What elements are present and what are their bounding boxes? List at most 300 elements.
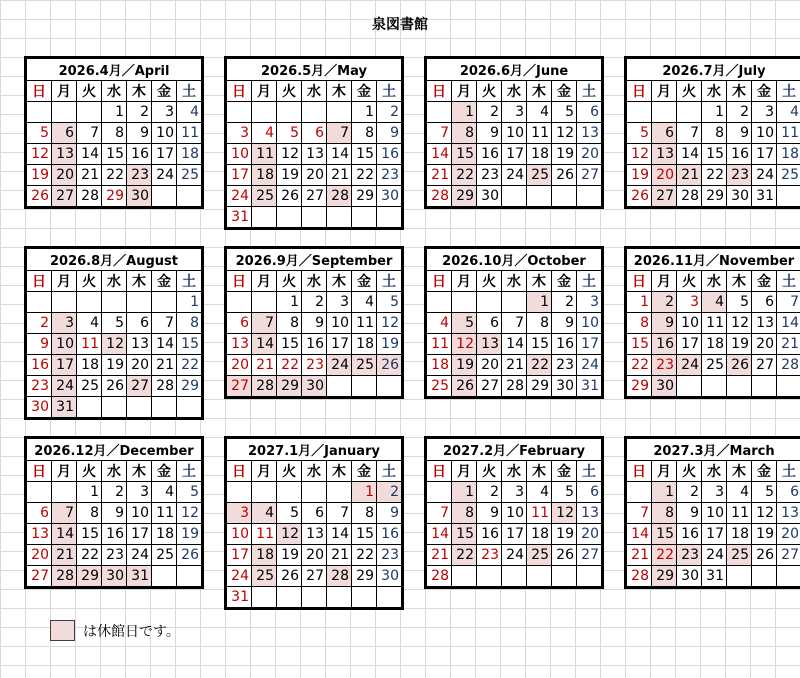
- day-cell: 13: [752, 313, 777, 334]
- day-cell: 31: [752, 186, 777, 207]
- day-cell: 31: [227, 587, 252, 608]
- day-cell: 6: [652, 123, 677, 144]
- day-cell: 28: [327, 186, 352, 207]
- day-cell: 15: [352, 524, 377, 545]
- weekday-header: 金: [352, 461, 377, 482]
- day-cell: 2: [552, 292, 577, 313]
- day-cell: 10: [502, 503, 527, 524]
- day-cell: 30: [377, 186, 402, 207]
- day-cell: 19: [277, 165, 302, 186]
- day-cell: 8: [452, 123, 477, 144]
- day-cell: 20: [302, 545, 327, 566]
- day-cell: 27: [302, 566, 327, 587]
- day-cell: 20: [752, 334, 777, 355]
- day-cell: 9: [27, 334, 52, 355]
- day-cell: 19: [552, 524, 577, 545]
- day-cell: 14: [327, 524, 352, 545]
- weekday-header: 金: [152, 461, 177, 482]
- day-cell: 25: [702, 355, 727, 376]
- weekday-header: 木: [527, 461, 552, 482]
- day-cell: 10: [227, 144, 252, 165]
- day-cell: 23: [477, 165, 502, 186]
- day-cell: 9: [727, 123, 752, 144]
- empty-cell: [552, 186, 577, 207]
- empty-cell: [252, 587, 277, 608]
- empty-cell: [777, 566, 800, 587]
- day-cell: 10: [152, 123, 177, 144]
- month-calendar: [424, 436, 604, 589]
- month-calendar: [424, 246, 604, 399]
- day-cell: 13: [577, 123, 602, 144]
- day-cell: 18: [702, 334, 727, 355]
- weekday-header: 金: [752, 461, 777, 482]
- day-cell: 23: [127, 165, 152, 186]
- day-cell: 15: [102, 144, 127, 165]
- day-cell: 17: [677, 334, 702, 355]
- day-cell: 18: [777, 144, 800, 165]
- empty-cell: [502, 292, 527, 313]
- day-cell: 29: [77, 566, 102, 587]
- day-cell: 31: [227, 207, 252, 228]
- empty-cell: [277, 102, 302, 123]
- empty-cell: [352, 376, 377, 397]
- day-cell: 6: [302, 503, 327, 524]
- day-cell: 1: [177, 292, 202, 313]
- day-cell: 25: [527, 165, 552, 186]
- day-cell: 24: [577, 355, 602, 376]
- day-cell: 3: [677, 292, 702, 313]
- day-cell: 29: [352, 566, 377, 587]
- day-cell: 9: [302, 313, 327, 334]
- day-cell: 15: [452, 144, 477, 165]
- day-cell: 20: [652, 165, 677, 186]
- day-cell: 10: [127, 503, 152, 524]
- day-cell: 16: [102, 524, 127, 545]
- day-cell: 1: [77, 482, 102, 503]
- day-cell: 22: [77, 545, 102, 566]
- day-cell: 2: [102, 482, 127, 503]
- month-title: 2026.10月／October: [427, 249, 602, 271]
- weekday-header: 日: [27, 81, 52, 102]
- weekday-header: 水: [102, 271, 127, 292]
- day-cell: 17: [52, 355, 77, 376]
- day-cell: 20: [577, 144, 602, 165]
- day-cell: 7: [77, 123, 102, 144]
- day-cell: 24: [127, 545, 152, 566]
- day-cell: 7: [677, 123, 702, 144]
- weekday-header: 土: [777, 81, 800, 102]
- day-cell: 23: [302, 355, 327, 376]
- day-cell: 4: [527, 482, 552, 503]
- weekday-header: 木: [327, 81, 352, 102]
- day-cell: 27: [652, 186, 677, 207]
- day-cell: 11: [777, 123, 800, 144]
- empty-cell: [52, 292, 77, 313]
- month-calendar: [224, 436, 404, 610]
- empty-cell: [427, 482, 452, 503]
- day-cell: 19: [452, 355, 477, 376]
- day-cell: 21: [627, 545, 652, 566]
- weekday-header: 日: [227, 461, 252, 482]
- day-cell: 1: [352, 482, 377, 503]
- day-cell: 26: [277, 186, 302, 207]
- day-cell: 27: [577, 545, 602, 566]
- day-cell: 26: [102, 376, 127, 397]
- day-cell: 10: [577, 313, 602, 334]
- day-cell: 12: [277, 524, 302, 545]
- day-cell: 18: [252, 165, 277, 186]
- day-cell: 2: [302, 292, 327, 313]
- empty-cell: [177, 566, 202, 587]
- empty-cell: [227, 292, 252, 313]
- day-cell: 7: [627, 503, 652, 524]
- weekday-header: 金: [352, 81, 377, 102]
- day-cell: 20: [302, 165, 327, 186]
- weekday-header: 月: [652, 271, 677, 292]
- day-cell: 5: [27, 123, 52, 144]
- day-cell: 3: [702, 482, 727, 503]
- weekday-header: 水: [702, 81, 727, 102]
- month-title: 2026.5月／May: [227, 59, 402, 81]
- day-cell: 23: [377, 165, 402, 186]
- empty-cell: [252, 207, 277, 228]
- empty-cell: [327, 102, 352, 123]
- day-cell: 2: [127, 102, 152, 123]
- day-cell: 2: [477, 482, 502, 503]
- day-cell: 3: [502, 482, 527, 503]
- day-cell: 22: [452, 165, 477, 186]
- day-cell: 25: [527, 545, 552, 566]
- day-cell: 17: [577, 334, 602, 355]
- day-cell: 16: [27, 355, 52, 376]
- month-title: 2026.9月／September: [227, 249, 402, 271]
- day-cell: 5: [277, 503, 302, 524]
- day-cell: 5: [377, 292, 402, 313]
- day-cell: 30: [477, 186, 502, 207]
- day-cell: 28: [152, 376, 177, 397]
- empty-cell: [177, 186, 202, 207]
- day-cell: 8: [352, 503, 377, 524]
- day-cell: 6: [777, 482, 800, 503]
- weekday-header: 日: [627, 271, 652, 292]
- day-cell: 4: [252, 503, 277, 524]
- day-cell: 14: [152, 334, 177, 355]
- day-cell: 13: [52, 144, 77, 165]
- day-cell: 13: [127, 334, 152, 355]
- day-cell: 14: [502, 334, 527, 355]
- weekday-header: 月: [652, 461, 677, 482]
- day-cell: 26: [377, 355, 402, 376]
- day-cell: 17: [502, 144, 527, 165]
- empty-cell: [152, 566, 177, 587]
- weekday-header: 木: [127, 81, 152, 102]
- empty-cell: [677, 102, 702, 123]
- day-cell: 4: [427, 313, 452, 334]
- day-cell: 18: [77, 355, 102, 376]
- day-cell: 14: [427, 524, 452, 545]
- month-calendar: [624, 246, 800, 399]
- day-cell: 4: [252, 123, 277, 144]
- day-cell: 7: [777, 292, 800, 313]
- day-cell: 11: [252, 524, 277, 545]
- empty-cell: [652, 102, 677, 123]
- day-cell: 5: [552, 102, 577, 123]
- day-cell: 7: [502, 313, 527, 334]
- month-title: 2027.3月／March: [627, 439, 800, 461]
- day-cell: 10: [327, 313, 352, 334]
- day-cell: 24: [752, 165, 777, 186]
- weekday-header: 月: [52, 271, 77, 292]
- day-cell: 20: [27, 545, 52, 566]
- weekday-header: 火: [477, 271, 502, 292]
- day-cell: 15: [627, 334, 652, 355]
- day-cell: 23: [477, 545, 502, 566]
- day-cell: 27: [227, 376, 252, 397]
- day-cell: 2: [652, 292, 677, 313]
- day-cell: 27: [127, 376, 152, 397]
- closed-day-swatch: [50, 620, 75, 641]
- empty-cell: [277, 482, 302, 503]
- day-cell: 4: [152, 482, 177, 503]
- day-cell: 9: [377, 123, 402, 144]
- day-cell: 17: [752, 144, 777, 165]
- weekday-header: 日: [27, 271, 52, 292]
- day-cell: 3: [127, 482, 152, 503]
- day-cell: 9: [677, 503, 702, 524]
- day-cell: 5: [752, 482, 777, 503]
- empty-cell: [452, 292, 477, 313]
- day-cell: 2: [677, 482, 702, 503]
- day-cell: 27: [52, 186, 77, 207]
- month-calendar: [224, 246, 404, 399]
- empty-cell: [327, 207, 352, 228]
- weekday-header: 水: [502, 81, 527, 102]
- month-title: 2026.6月／June: [427, 59, 602, 81]
- day-cell: 12: [27, 144, 52, 165]
- day-cell: 17: [227, 545, 252, 566]
- weekday-header: 土: [377, 461, 402, 482]
- day-cell: 6: [752, 292, 777, 313]
- empty-cell: [352, 207, 377, 228]
- day-cell: 21: [52, 545, 77, 566]
- day-cell: 24: [702, 545, 727, 566]
- empty-cell: [152, 186, 177, 207]
- day-cell: 9: [102, 503, 127, 524]
- day-cell: 26: [552, 545, 577, 566]
- day-cell: 26: [452, 376, 477, 397]
- day-cell: 13: [302, 524, 327, 545]
- day-cell: 29: [352, 186, 377, 207]
- day-cell: 18: [252, 545, 277, 566]
- weekday-header: 火: [277, 81, 302, 102]
- day-cell: 22: [527, 355, 552, 376]
- day-cell: 6: [477, 313, 502, 334]
- day-cell: 31: [52, 397, 77, 418]
- empty-cell: [302, 482, 327, 503]
- day-cell: 18: [177, 144, 202, 165]
- day-cell: 18: [427, 355, 452, 376]
- weekday-header: 日: [427, 271, 452, 292]
- day-cell: 13: [777, 503, 800, 524]
- day-cell: 26: [27, 186, 52, 207]
- day-cell: 29: [652, 566, 677, 587]
- day-cell: 3: [152, 102, 177, 123]
- day-cell: 8: [77, 503, 102, 524]
- weekday-header: 日: [27, 461, 52, 482]
- day-cell: 4: [177, 102, 202, 123]
- day-cell: 28: [627, 566, 652, 587]
- day-cell: 7: [52, 503, 77, 524]
- day-cell: 4: [777, 102, 800, 123]
- day-cell: 12: [727, 313, 752, 334]
- day-cell: 14: [427, 144, 452, 165]
- day-cell: 22: [627, 355, 652, 376]
- day-cell: 9: [552, 313, 577, 334]
- weekday-header: 金: [552, 81, 577, 102]
- day-cell: 12: [627, 144, 652, 165]
- month-title: 2026.7月／July: [627, 59, 800, 81]
- day-cell: 16: [477, 524, 502, 545]
- weekday-header: 日: [227, 271, 252, 292]
- day-cell: 31: [577, 376, 602, 397]
- day-cell: 16: [377, 524, 402, 545]
- weekday-header: 木: [727, 271, 752, 292]
- day-cell: 6: [52, 123, 77, 144]
- day-cell: 27: [27, 566, 52, 587]
- day-cell: 19: [552, 144, 577, 165]
- day-cell: 12: [177, 503, 202, 524]
- day-cell: 25: [152, 545, 177, 566]
- day-cell: 14: [627, 524, 652, 545]
- day-cell: 3: [227, 503, 252, 524]
- empty-cell: [627, 482, 652, 503]
- empty-cell: [452, 566, 477, 587]
- month-calendar: [24, 246, 204, 420]
- weekday-header: 月: [452, 271, 477, 292]
- month-calendar: [424, 56, 604, 209]
- day-cell: 15: [77, 524, 102, 545]
- day-cell: 15: [452, 524, 477, 545]
- month-calendar: [624, 56, 800, 209]
- day-cell: 28: [777, 355, 800, 376]
- day-cell: 24: [502, 165, 527, 186]
- day-cell: 3: [327, 292, 352, 313]
- weekday-header: 金: [152, 81, 177, 102]
- day-cell: 26: [177, 545, 202, 566]
- weekday-header: 水: [102, 461, 127, 482]
- day-cell: 13: [652, 144, 677, 165]
- weekday-header: 火: [477, 461, 502, 482]
- weekday-header: 水: [502, 461, 527, 482]
- empty-cell: [502, 566, 527, 587]
- day-cell: 30: [27, 397, 52, 418]
- day-cell: 28: [252, 376, 277, 397]
- weekday-header: 日: [427, 461, 452, 482]
- day-cell: 30: [652, 376, 677, 397]
- empty-cell: [377, 587, 402, 608]
- weekday-header: 土: [577, 81, 602, 102]
- day-cell: 17: [502, 524, 527, 545]
- empty-cell: [777, 376, 800, 397]
- empty-cell: [377, 376, 402, 397]
- day-cell: 7: [427, 503, 452, 524]
- day-cell: 25: [427, 376, 452, 397]
- day-cell: 19: [627, 165, 652, 186]
- day-cell: 28: [52, 566, 77, 587]
- weekday-header: 水: [102, 81, 127, 102]
- empty-cell: [152, 397, 177, 418]
- day-cell: 19: [277, 545, 302, 566]
- weekday-header: 木: [527, 81, 552, 102]
- empty-cell: [377, 207, 402, 228]
- day-cell: 30: [377, 566, 402, 587]
- day-cell: 23: [27, 376, 52, 397]
- day-cell: 30: [727, 186, 752, 207]
- weekday-header: 木: [527, 271, 552, 292]
- weekday-header: 火: [77, 81, 102, 102]
- empty-cell: [427, 102, 452, 123]
- day-cell: 20: [127, 355, 152, 376]
- day-cell: 11: [352, 313, 377, 334]
- day-cell: 12: [752, 503, 777, 524]
- empty-cell: [277, 207, 302, 228]
- day-cell: 4: [527, 102, 552, 123]
- weekday-header: 火: [677, 461, 702, 482]
- day-cell: 12: [102, 334, 127, 355]
- weekday-header: 月: [252, 271, 277, 292]
- day-cell: 11: [252, 144, 277, 165]
- empty-cell: [127, 292, 152, 313]
- empty-cell: [277, 587, 302, 608]
- day-cell: 28: [77, 186, 102, 207]
- day-cell: 6: [577, 102, 602, 123]
- day-cell: 19: [727, 334, 752, 355]
- weekday-header: 土: [777, 461, 800, 482]
- day-cell: 5: [452, 313, 477, 334]
- day-cell: 2: [477, 102, 502, 123]
- weekday-header: 火: [77, 271, 102, 292]
- day-cell: 19: [177, 524, 202, 545]
- day-cell: 29: [102, 186, 127, 207]
- empty-cell: [252, 292, 277, 313]
- day-cell: 8: [277, 313, 302, 334]
- weekday-header: 月: [452, 461, 477, 482]
- day-cell: 5: [177, 482, 202, 503]
- weekday-header: 土: [177, 81, 202, 102]
- weekday-header: 木: [327, 461, 352, 482]
- day-cell: 2: [377, 482, 402, 503]
- day-cell: 17: [127, 524, 152, 545]
- weekday-header: 日: [427, 81, 452, 102]
- empty-cell: [352, 587, 377, 608]
- month-calendar: [24, 56, 204, 209]
- month-title: 2026.12月／December: [27, 439, 202, 461]
- day-cell: 23: [552, 355, 577, 376]
- day-cell: 22: [277, 355, 302, 376]
- day-cell: 27: [777, 545, 800, 566]
- day-cell: 5: [727, 292, 752, 313]
- day-cell: 8: [627, 313, 652, 334]
- empty-cell: [127, 397, 152, 418]
- weekday-header: 土: [377, 271, 402, 292]
- weekday-header: 火: [277, 461, 302, 482]
- empty-cell: [577, 186, 602, 207]
- day-cell: 25: [252, 566, 277, 587]
- day-cell: 17: [227, 165, 252, 186]
- day-cell: 4: [77, 313, 102, 334]
- empty-cell: [327, 587, 352, 608]
- day-cell: 30: [552, 376, 577, 397]
